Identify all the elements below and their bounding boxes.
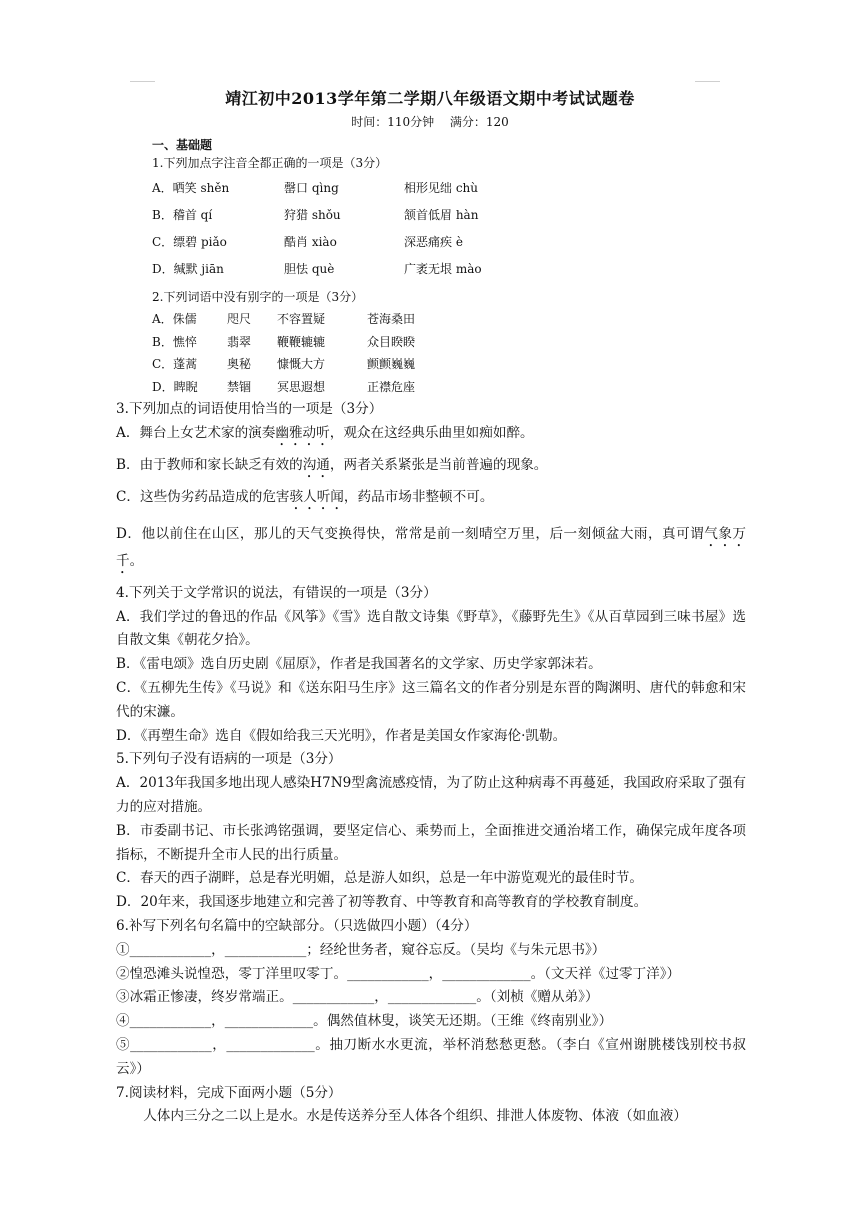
option-c: C．春天的西子湖畔，总是春光明媚，总是游人如织，总是一年中游览观光的最佳时节。 (116, 870, 643, 887)
option-cell: A．哂笑 shěn (152, 180, 230, 195)
option-cell: 相形见绌 chù (404, 180, 478, 195)
option-cell: 咫尺 (227, 312, 252, 327)
option-cell: 罄口 qìng (284, 180, 339, 195)
question-5-stem: 5.下列句子没有语病的一项是（3分） (116, 751, 342, 768)
fill-blank-item: ⑤____________，_____________。抽刀断水水更流，举杯消愁愁更愁。（李白《宣州谢朓楼饯别校书叔云》） (116, 1036, 746, 1077)
option-text: 。 (129, 552, 144, 569)
fill-blank-item: ①____________，____________；经纶世务者，窥谷忘反。（吴均《与朱元思书》） (116, 941, 606, 958)
option-row (152, 353, 712, 376)
fill-blank-item: ②惶恐滩头说惶恐，零丁洋里叹零丁。____________，_____________。（文天祥《过零丁洋》） (116, 965, 681, 982)
option-d (116, 523, 746, 577)
option-row (152, 376, 712, 399)
page-title: 靖江初中2013学年第二学期八年级语文期中考试试题卷 (225, 89, 635, 108)
option-cell: C．蓬蒿 (152, 357, 198, 372)
option-row (152, 201, 712, 228)
option-cell: 颔首低眉 hàn (404, 207, 479, 222)
option-cell: 深恶痛疾 è (404, 234, 463, 249)
option-row (152, 228, 712, 255)
question-stem: 2.下列词语中没有别字的一项是（3分） (152, 290, 364, 304)
option-cell: 狩猎 shǒu (284, 207, 341, 222)
option-text: B．由于教师和家长缺乏有效的 (116, 456, 303, 473)
fill-blank-item: ③冰霜正惨凄，终岁常端正。____________，_____________。（刘桢《赠从弟》） (116, 989, 599, 1006)
option-cell: 颤颤巍巍 (367, 357, 416, 372)
option-b (116, 454, 746, 481)
option-cell: 胆怯 què (284, 261, 335, 276)
option-text: ，两者关系紧张是当前普遍的现象。 (329, 456, 548, 473)
option-text: ，药品市场非整顿不可。 (343, 488, 494, 505)
header-rule-left (130, 81, 155, 82)
option-c (116, 486, 746, 513)
option-cell: 奥秘 (227, 357, 252, 372)
question-2 (152, 286, 712, 398)
option-a (116, 422, 746, 449)
fill-blank-item: ④____________，_____________。偶然值林叟，谈笑无还期。（王维《终南别业》） (116, 1013, 613, 1030)
option-text: C．这些伪劣药品造成的危害 (116, 488, 290, 505)
question-3-stem: 3.下列加点的词语使用恰当的一项是（3分） (116, 401, 383, 417)
option-row (152, 308, 712, 331)
option-cell: 苍海桑田 (367, 312, 416, 327)
option-a: A．2013年我国多地出现人感染H7N9型禽流感疫情，为了防止这种病毒不再蔓延，我国政府采取了强有力的应对措施。 (116, 775, 746, 815)
option-d: D．20年来，我国逐步地建立和完善了初等教育、中等教育和高等教育的学校教育制度。 (116, 894, 648, 911)
questions-body (116, 398, 746, 1129)
question-1 (152, 152, 712, 282)
dotted-word: 骇人听闻 (289, 488, 344, 505)
option-b: B．市委副书记、市长张鸿铭强调，要坚定信心、乘势而上，全面推进交通治堵工作，确保完成年度各项指标，不断提升全市人民的出行质量。 (116, 822, 746, 863)
question-7-stem: 7.阅读材料，完成下面两小题（5分） (116, 1084, 342, 1101)
option-cell: B．憔悴 (152, 334, 197, 349)
option-cell: 广袤无垠 mào (404, 261, 482, 276)
option-text: ，观众在这经典乐曲里如痴如醉。 (329, 424, 534, 441)
option-row (152, 331, 712, 354)
option-text: A．舞台上女艺术家的演奏 (116, 424, 276, 441)
reading-passage: 人体内三分之二以上是水。水是传送养分至人体各个组织、排泄人体废物、体液（如血液） (143, 1108, 687, 1125)
option-d: D．《再塑生命》选自《假如给我三天光明》，作者是美国女作家海伦·凯勒。 (116, 727, 567, 744)
dotted-word: 沟通 (302, 456, 330, 473)
question-stem: 1.下列加点字注音全都正确的一项是（3分） (152, 156, 388, 170)
option-cell: 鞭鞭辘辘 (277, 334, 326, 349)
question-4-stem: 4.下列关于文学常识的说法，有错误的一项是（3分） (116, 584, 437, 601)
option-cell: 翡翠 (227, 334, 252, 349)
option-a: A．我们学过的鲁迅的作品《风筝》《雪》选自散文诗集《野草》，《藤野先生》《从百草园到三味书屋》选自散文集《朝花夕拾》。 (116, 608, 746, 649)
option-cell: A．侏儒 (152, 312, 197, 327)
option-cell: 冥思遐想 (277, 379, 326, 394)
option-cell: 正襟危座 (367, 379, 416, 394)
question-6-stem: 6.补写下列名句名篇中的空缺部分。（只选做四小题）（4分） (116, 917, 478, 934)
option-text: D．他以前住在山区，那儿的天气变换得快，常常是前一刻晴空万里，后一刻倾盆大雨，真可谓 (116, 525, 705, 542)
option-cell: 禁锢 (227, 379, 252, 394)
option-cell: D．睥睨 (152, 379, 198, 394)
option-cell: 慷慨大方 (277, 357, 326, 372)
option-b: B．《雷电颂》选自历史剧《屈原》，作者是我国著名的文学家、历史学家郭沫若。 (116, 656, 602, 673)
option-row (152, 255, 712, 282)
option-cell: 酷肖 xiào (284, 234, 337, 249)
option-cell: 不容置疑 (277, 312, 326, 327)
dotted-word: 气象万千 (116, 525, 746, 569)
exam-info: 时间：110分钟 满分：120 (351, 115, 509, 129)
header-rule-right (695, 81, 720, 82)
option-row (152, 174, 712, 201)
section-heading: 一、基础题 (152, 138, 213, 152)
dotted-word: 幽雅动听 (275, 424, 330, 441)
option-cell: C．缥碧 piǎo (152, 234, 227, 249)
option-c: C．《五柳先生传》《马说》和《送东阳马生序》这三篇名文的作者分别是东晋的陶渊明、唐代的韩愈和宋代的宋濂。 (116, 679, 746, 720)
option-cell: B．稽首 qí (152, 207, 213, 222)
option-cell: D．缄默 jiān (152, 261, 224, 276)
option-cell: 众目睽睽 (367, 334, 416, 349)
